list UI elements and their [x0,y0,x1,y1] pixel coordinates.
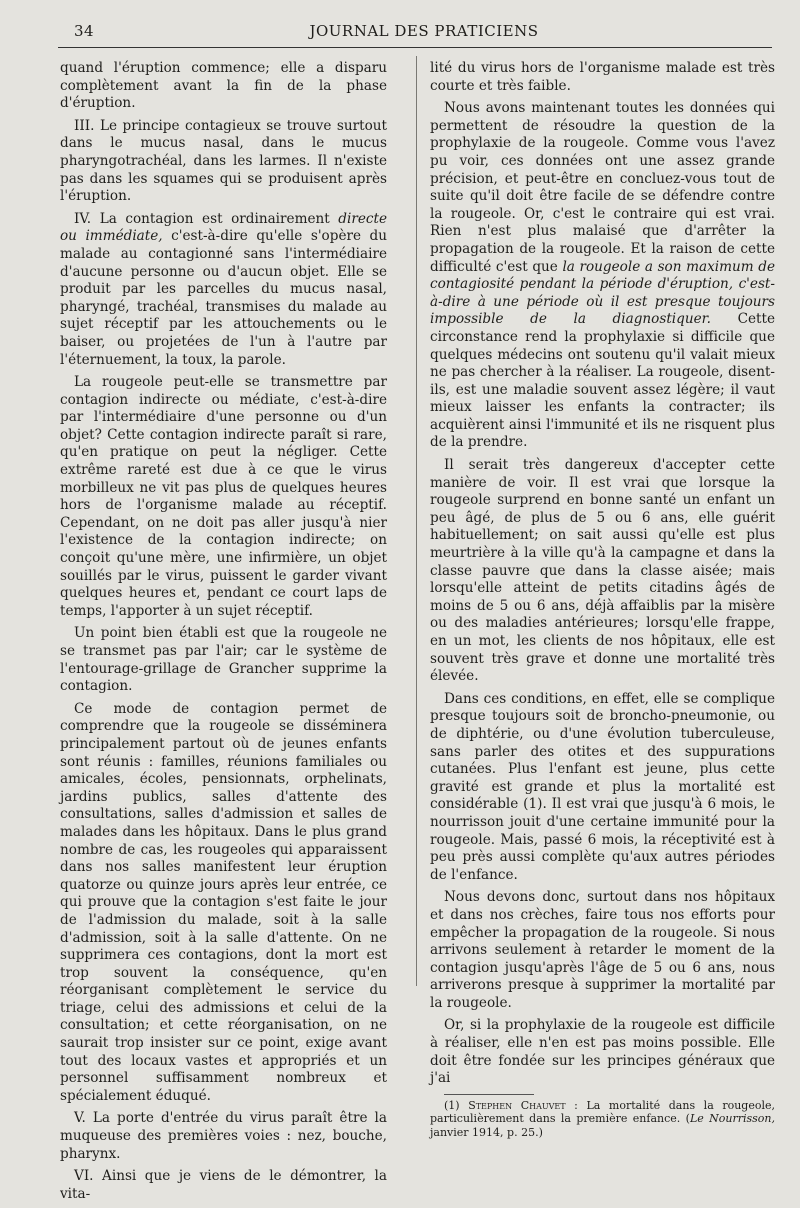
paragraph: La rougeole peut-elle se transmettre par contagion indirecte ou médiate, c'est-à-dire par l'intermédiaire d'une personne ou d'un objet? Cette contagion indirecte paraît si rare, qu'en pratique on peut la négliger. Cette extrême rareté est due à ce que le virus morbilleux ne vit pas plus de quelques heures hors de l'organisme malade au réceptif. Cependant, on ne doit pas aller jusqu'à nier l'existence de la contagion indirecte; on conçoit qu'une mère, une infirmière, un objet souillés par le virus, puissent le garder vivant quelques heures et, pendant ce court laps de temps, l'apporter à un sujet réceptif. [60,374,387,619]
footnote-rule [444,1094,534,1095]
paragraph: Ce mode de contagion permet de comprendre que la rougeole se disséminera principalement partout où de jeunes enfants sont réunis : familles, réunions familiales ou amicales, écoles, pensionnats, orphelinats, jardins publics, salles d'attente des consultations, salles d'admission et salles de malades dans les hôpitaux. Dans le plus grand nombre de cas, les rougeoles qui apparaissent dans nos salles manifestent leur éruption quatorze ou quinze jours après leur entrée, ce qui prouve que la contagion s'est faite le jour de l'admission du malade, soit à la salle d'admission, soit à la salle d'attente. On ne supprimera ces contagions, dont la mort est trop souvent la conséquence, qu'en réorganisant complètement le service du triage, celui des admissions et celui de la consultation; et cette réorganisation, on ne saurait trop insister sur ce point, exige avant tout des locaux vastes et appropriés et un personnel suffisamment nombreux et spécialement éduqué. [60,700,387,1104]
page-number: 34 [74,22,95,40]
paragraph: Un point bien établi est que la rougeole ne se transmet pas par l'air; car le système de l'entourage-grillage de Grancher supprime la contagion. [60,625,387,695]
paragraph: VI. Ainsi que je viens de le démontrer, la vita- [60,1168,387,1202]
paragraph: Dans ces conditions, en effet, elle se complique presque toujours soit de broncho-pneumonie, ou de diphtérie, ou d'une évolution tuberculeuse, sans parler des otites et des suppurations cutanées. Plus l'enfant est jeune, plus cette gravité est grande et plus la mortalité est considérable (1). Il est vrai que jusqu'à 6 mois, le nourrisson jouit d'une certaine immunité pour la rougeole. Mais, passé 6 mois, la réceptivité est à peu près aussi complète qu'aux autres périodes de l'enfance. [430,690,775,883]
column-divider [416,56,417,986]
paragraph: Nous avons maintenant toutes les données qui permettent de résoudre la question de la prophylaxie de la rougeole. Comme vous l'avez pu voir, ces données ont une assez grande précision, et peut-être en concluez-vous tout de suite qu'il doit être facile de se défendre contre la rougeole. Or, c'est le contraire qui est vrai. Rien n'est plus malaisé que d'arrêter la propagation de la rougeole. Et la raison de cette difficulté c'est que la rougeole a son maximum de contagiosité pendant la période d'éruption, c'est-à-dire à une période où il est presque toujours impossible de la diagnostiquer. Cette circonstance rend la prophylaxie si difficile que quelques médecins ont soutenu qu'il valait mieux ne pas chercher à la réaliser. La rougeole, disent-ils, est une maladie souvent assez légère; il vaut mieux laisser les enfants la contracter; ils acquièrent ainsi l'immunité et ils ne risquent plus de la prendre. [430,100,775,451]
footnote-author: Stephen Chauvet [468,1098,566,1112]
paragraph: Nous devons donc, surtout dans nos hôpitaux et dans nos crèches, faire tous nos efforts pour empêcher la propagation de la rougeole. Si nous arrivons seulement à retarder le moment de la contagion jusqu'après l'âge de 5 ou 6 ans, nous arriverons presque à supprimer la mortalité par la rougeole. [430,889,775,1011]
right-column [430,60,775,1144]
running-header [74,22,774,42]
footnote-journal: Le Nourrisson, [689,1112,775,1126]
paragraph: Or, si la prophylaxie de la rougeole est difficile à réaliser, elle n'en est pas moins possible. Elle doit être fondée sur les principes généraux que j'ai [430,1017,775,1087]
emphasis: la rougeole a son maximum de contagiosité pendant la période d'éruption, c'est-à-dire à une période où il est presque toujours impossible de la diagnostiquer. [430,258,775,328]
journal-title: JOURNAL DES PRATICIENS [309,22,539,40]
paragraph: quand l'éruption commence; elle a disparu complètement avant la fin de la phase d'éruption. [60,60,387,112]
paragraph: IV. La contagion est ordinairement directe ou immédiate, c'est-à-dire qu'elle s'opère du malade au contagionné sans l'intermédiaire d'aucune personne ou d'aucun objet. Elle se produit par les parcelles du mucus nasal, pharyngé, trachéal, transmises du malade au sujet réceptif par les attouchements ou le baiser, ou projetées de l'un à l'autre par l'éternuement, la toux, la parole. [60,210,387,368]
paragraph: lité du virus hors de l'organisme malade est très courte et très faible. [430,60,775,94]
left-column [60,60,387,1208]
header-rule [58,47,772,48]
footnote: (1) Stephen Chauvet : La mortalité dans la rougeole, particulièrement dans la première enfance. (Le Nourrisson, janvier 1914, p. 25.) [430,1098,776,1139]
emphasis: directe ou immédiate, [60,210,387,245]
paragraph: Il serait très dangereux d'accepter cette manière de voir. Il est vrai que lorsque la rougeole surprend en bonne santé un enfant un peu âgé, de plus de 5 ou 6 ans, elle guérit habituellement; on sait aussi qu'elle est plus meurtrière à la ville qu'à la campagne et dans la classe pauvre que dans la classe aisée; mais lorsqu'elle atteint de petits citadins âgés de moins de 5 ou 6 ans, déjà affaiblis par la misère ou des maladies antérieures; lorsqu'elle frappe, en un mot, les clients de nos hôpitaux, elle est souvent très grave et donne une mortalité très élevée. [430,457,775,685]
paragraph: III. Le principe contagieux se trouve surtout dans le mucus nasal, dans le mucus pharyngotrachéal, dans les larmes. Il n'existe pas dans les squames qui se produisent après l'éruption. [60,117,387,205]
paragraph: V. La porte d'entrée du virus paraît être la muqueuse des premières voies : nez, bouche, pharynx. [60,1110,387,1162]
